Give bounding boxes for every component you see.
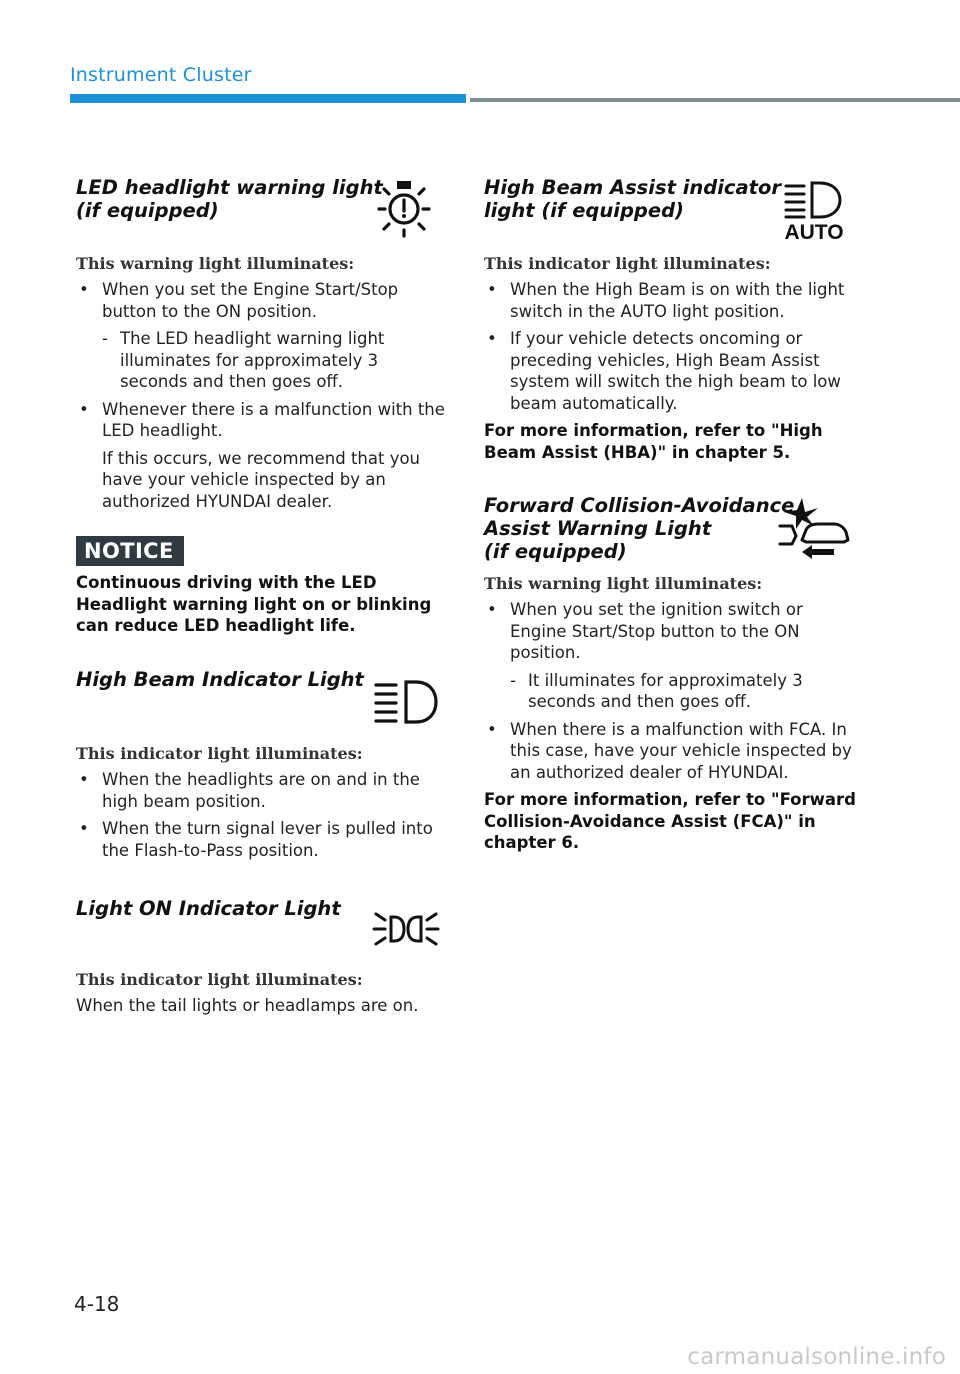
- hba-lead: This indicator light illuminates:: [484, 254, 771, 273]
- high-beam-bullet-1: • When the headlights are on and in the high beam position.: [76, 769, 448, 812]
- light-on-body: [76, 970, 448, 1017]
- auto-icon-label: AUTO: [784, 221, 844, 242]
- led-bullet-2-extra: If this occurs, we recommend that you have your vehicle inspected by an authorized HYUNDAI dealer.: [102, 448, 421, 511]
- section-header-title: Instrument Cluster: [70, 64, 252, 86]
- high-beam-icon: [372, 676, 442, 728]
- led-section-body: [76, 254, 448, 518]
- header-accent-bar: [70, 94, 466, 103]
- hba-body: [484, 254, 864, 463]
- fca-lead: This warning light illuminates:: [484, 574, 763, 593]
- led-bullet-1: • When you set the Engine Start/Stop button to the ON position.: [76, 279, 448, 322]
- led-title-line2: (if equipped): [76, 199, 219, 222]
- hba-note: For more information, refer to "High Beam Assist (HBA)" in chapter 5.: [484, 421, 823, 462]
- header-rule: [470, 98, 960, 102]
- fca-note: For more information, refer to "Forward Collision-Avoidance Assist (FCA)" in chapter 6.: [484, 790, 856, 852]
- watermark-text: carmanualsonline.info: [687, 1344, 946, 1370]
- high-beam-bullet-2: • When the turn signal lever is pulled into the Flash-to-Pass position.: [76, 818, 448, 861]
- hba-bullet-1: • When the High Beam is on with the light switch in the AUTO light position.: [484, 279, 864, 322]
- led-title-line1: LED headlight warning light: [76, 176, 383, 199]
- light-on-title: Light ON Indicator Light: [76, 897, 341, 920]
- page-number: 4-18: [74, 1292, 120, 1316]
- hba-title-line1: High Beam Assist indicator: [484, 176, 781, 199]
- led-sub-bullet-1: - The LED headlight warning light illuminates for approximately 3 seconds and then goes off.: [76, 328, 448, 393]
- fca-sub-bullet-1: - It illuminates for approximately 3 seconds and then goes off.: [484, 670, 864, 713]
- fca-bullet-2: • When there is a malfunction with FCA. In this case, have your vehicle inspected by an authorized dealer of HYUNDAI.: [484, 719, 864, 784]
- hba-title-line2: light (if equipped): [484, 199, 684, 222]
- light-on-lead: This indicator light illuminates:: [76, 970, 363, 989]
- fca-title-line2: Assist Warning Light: [484, 517, 712, 540]
- light-on-text: When the tail lights or headlamps are on.: [76, 996, 419, 1015]
- forward-collision-warning-icon: [772, 496, 852, 560]
- high-beam-title: High Beam Indicator Light: [76, 668, 364, 691]
- fca-bullet-1: • When you set the ignition switch or Engine Start/Stop button to the ON position.: [484, 599, 864, 664]
- notice-box: [76, 536, 448, 637]
- fca-title-line1: Forward Collision-Avoidance: [484, 494, 795, 517]
- led-headlight-warning-icon: [374, 178, 434, 240]
- notice-badge: NOTICE: [76, 536, 184, 566]
- led-bullet-2: • Whenever there is a malfunction with the LED headlight.: [76, 399, 448, 442]
- fca-body: [484, 574, 864, 854]
- high-beam-lead: This indicator light illuminates:: [76, 744, 363, 763]
- notice-text: Continuous driving with the LED Headlight warning light on or blinking can reduce LED headlight life.: [76, 573, 432, 635]
- hba-bullet-2: • If your vehicle detects oncoming or preceding vehicles, High Beam Assist system will switch the high beam to low beam automatically.: [484, 328, 864, 414]
- high-beam-assist-auto-icon: [782, 180, 846, 242]
- fca-title-line3: (if equipped): [484, 540, 627, 563]
- led-lead-text: This warning light illuminates:: [76, 254, 355, 273]
- high-beam-body: [76, 744, 448, 867]
- light-on-icon: [370, 906, 442, 952]
